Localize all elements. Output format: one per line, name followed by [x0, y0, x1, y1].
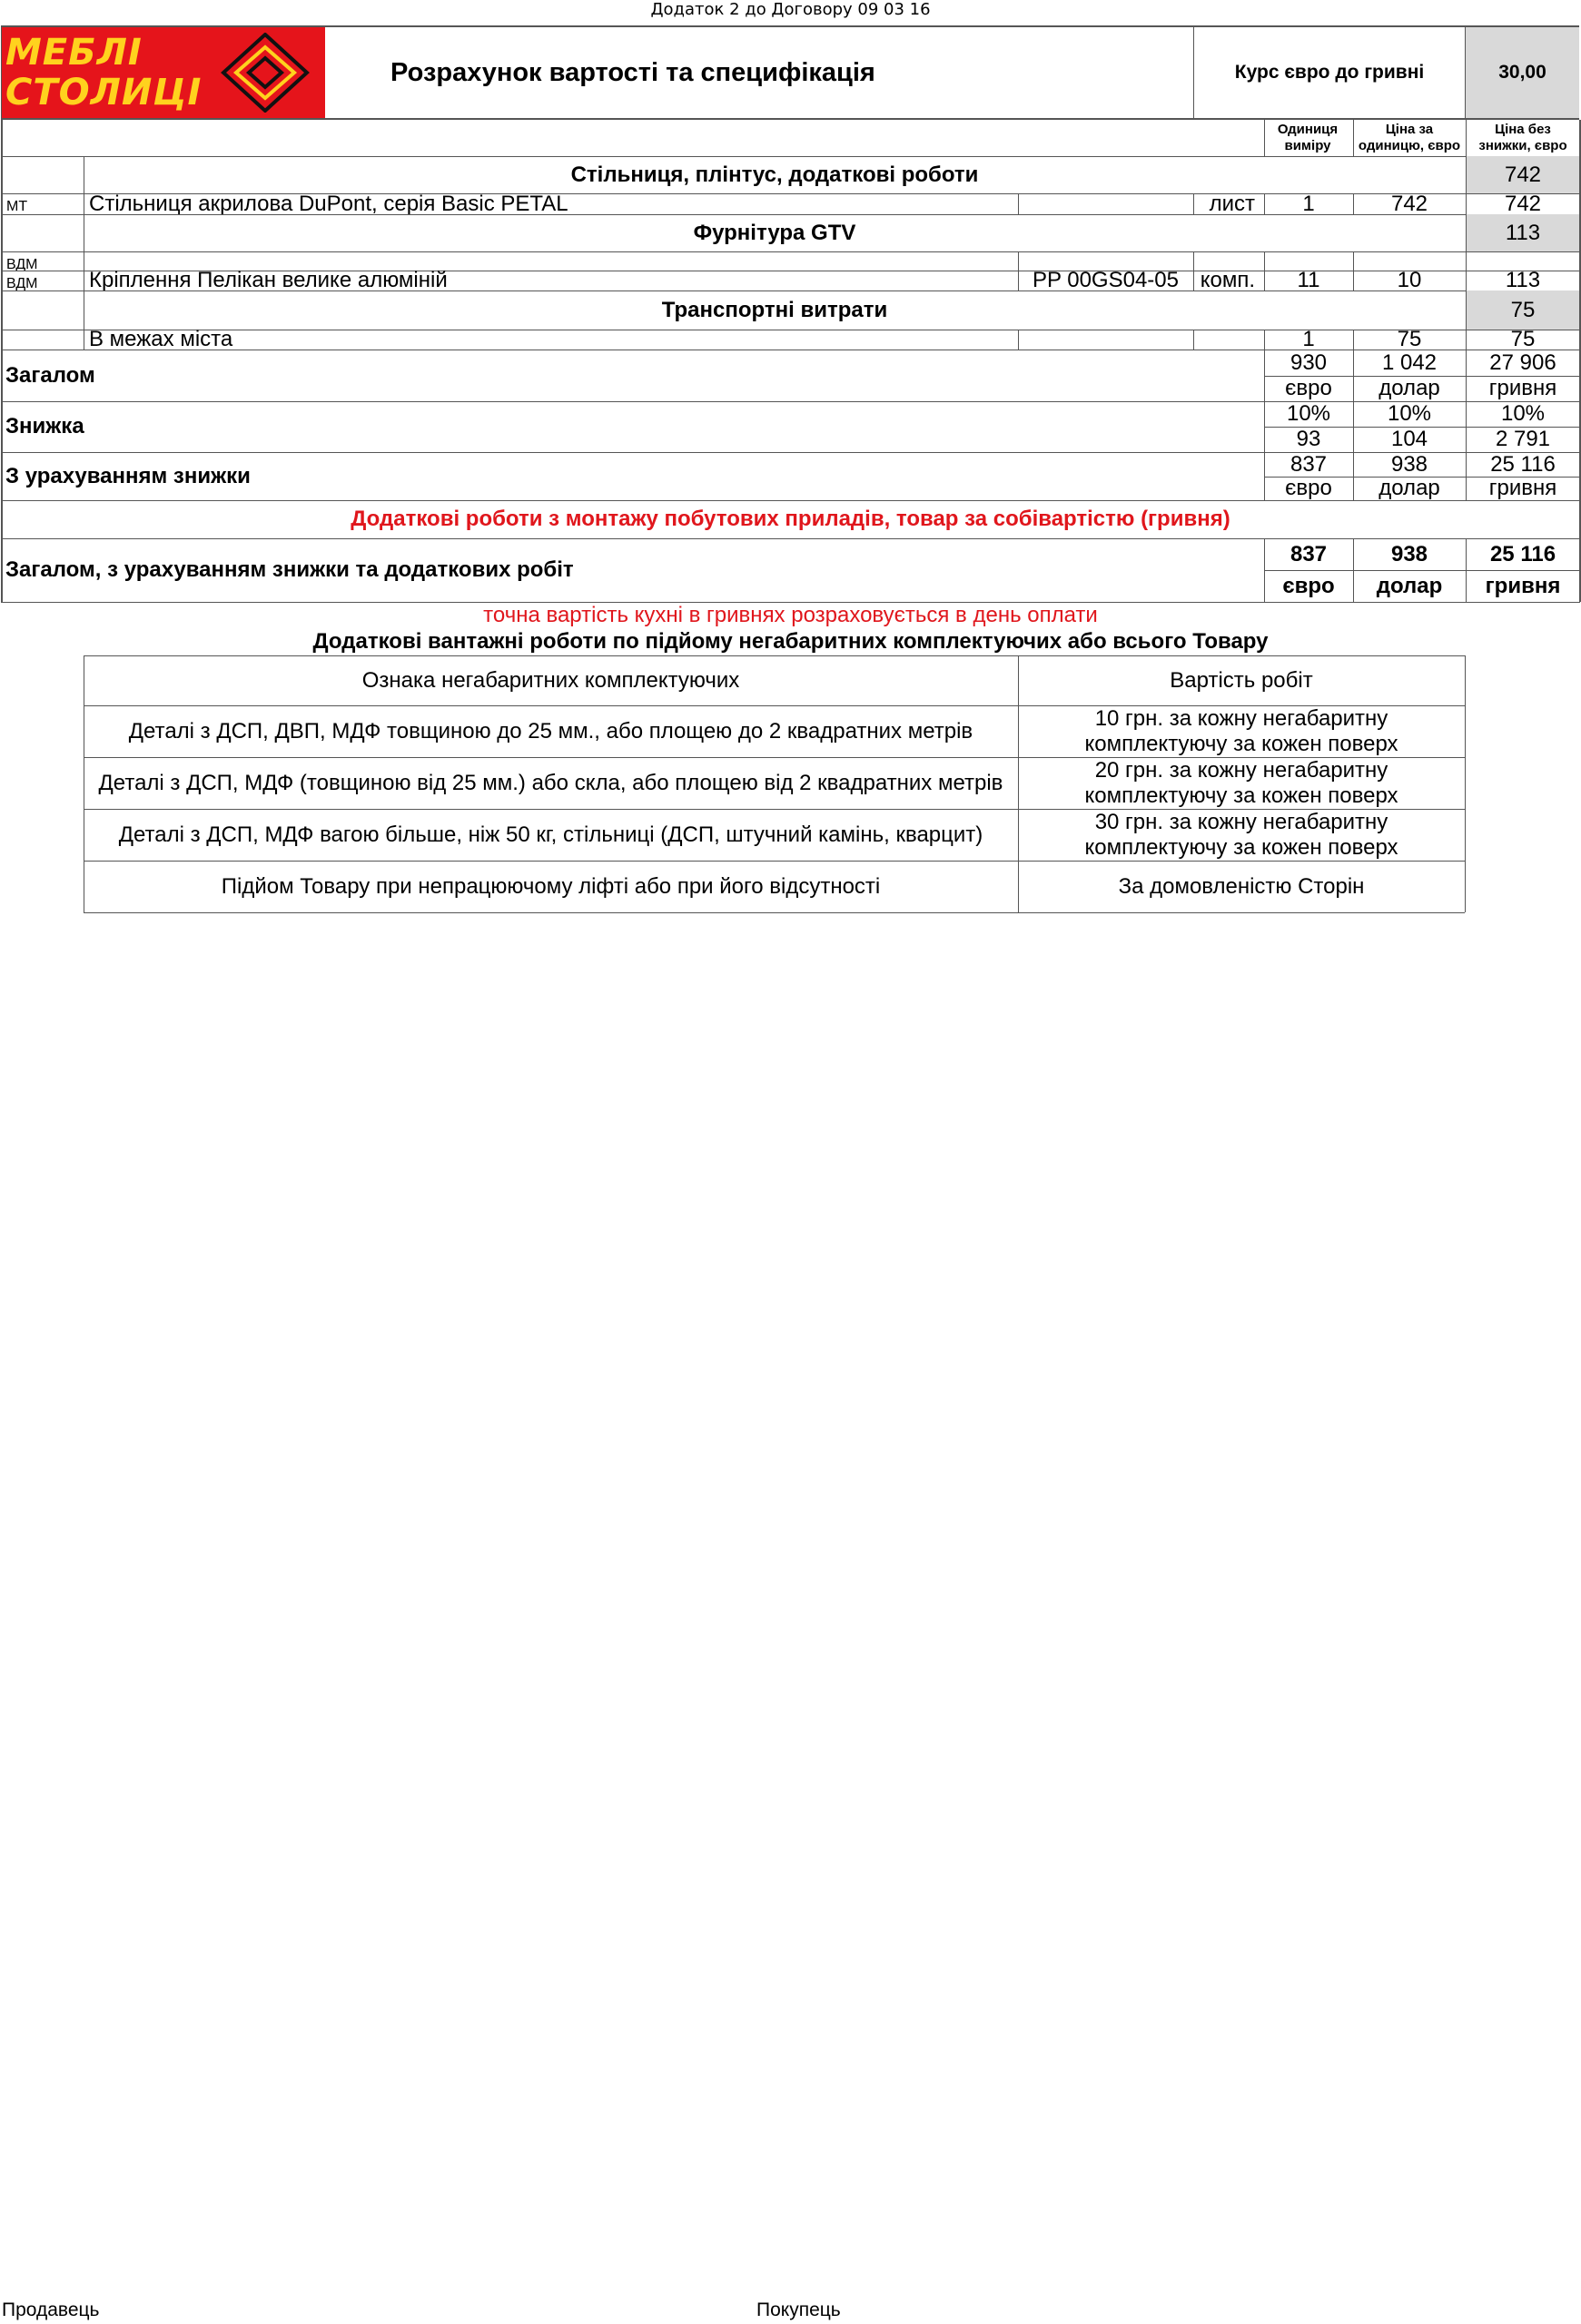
total-sub: євро — [1285, 376, 1332, 400]
oversize-cost — [1018, 861, 1465, 912]
oversize-cost-line: комплектуючу за кожен поверх — [1084, 783, 1398, 808]
grid-line — [1465, 655, 1466, 912]
with-discount-sub: долар — [1378, 477, 1440, 500]
item-qty: 1 — [1302, 330, 1315, 350]
total-sub: долар — [1378, 376, 1440, 400]
total-label: Загалом — [5, 362, 95, 388]
grid-line — [1018, 655, 1019, 912]
oversize-cost-line: 30 грн. за кожну негабаритну — [1094, 809, 1388, 834]
column-header-line: Одиниця — [1277, 122, 1339, 137]
extra-works-label: Додаткові роботи з монтажу побутових приладів, товар за собівартістю (гривня) — [351, 507, 1230, 531]
discount-sub: 2 791 — [1495, 427, 1551, 451]
item-unit: комп. — [1200, 271, 1255, 290]
item-name: В межах міста — [89, 330, 233, 350]
oversize-cost-line: комплектуючу за кожен поверх — [1084, 731, 1398, 756]
with-discount-label: З урахуванням знижки — [5, 463, 251, 488]
section-total: 75 — [1466, 290, 1580, 330]
item-price: 75 — [1510, 330, 1536, 350]
buyer-signature-label: Покупець — [756, 2299, 841, 2320]
discount-sub: 93 — [1296, 427, 1321, 451]
column-header-line: Ціна без — [1495, 122, 1551, 137]
grand-total-value: 938 — [1390, 541, 1428, 566]
section-title: Фурнітура GTV — [693, 220, 856, 245]
oversize-header-feature: Ознака негабаритних комплектуючих — [361, 667, 740, 693]
item-unit-price: 10 — [1397, 271, 1422, 290]
total-value: 27 906 — [1489, 350, 1556, 375]
with-discount-sub: гривня — [1488, 477, 1557, 500]
discount-value: 10% — [1286, 401, 1331, 426]
item-qty: 1 — [1302, 193, 1315, 214]
grand-total-sub: євро — [1282, 573, 1335, 598]
oversize-cost-line: 20 грн. за кожну негабаритну — [1094, 757, 1388, 783]
with-discount-value: 837 — [1290, 452, 1328, 477]
discount-sub: 104 — [1390, 427, 1428, 451]
grand-total-sub: гривня — [1485, 573, 1561, 598]
grid-line — [84, 912, 1465, 913]
appendix-note: Додаток 2 до Договору 09 03 16 — [650, 0, 931, 19]
oversize-cost — [1018, 809, 1465, 861]
oversize-cost-line: комплектуючу за кожен поверх — [1084, 834, 1398, 860]
oversize-feature: Підйом Товару при непрацюючому ліфті або при його відсутності — [221, 873, 881, 899]
item-price: 742 — [1504, 193, 1542, 214]
with-discount-value: 25 116 — [1490, 452, 1556, 477]
oversize-cost-line: 10 грн. за кожну негабаритну — [1094, 705, 1388, 731]
discount-value: 10% — [1500, 401, 1546, 426]
item-article: PP 00GS04-05 — [1032, 271, 1179, 290]
oversize-works-table — [0, 0, 1581, 917]
grand-total-value: 25 116 — [1489, 541, 1556, 566]
with-discount-value: 938 — [1390, 452, 1428, 477]
grand-total-sub: долар — [1376, 573, 1443, 598]
section-title: Транспортні витрати — [661, 297, 888, 322]
exact-cost-note: точна вартість кухні в гривнях розраховується в день оплати — [483, 603, 1098, 627]
item-qty: 11 — [1297, 271, 1320, 290]
logo-line-2: СТОЛИЦІ — [5, 72, 203, 113]
oversize-cost — [1018, 757, 1465, 809]
item-code: МТ — [6, 199, 28, 214]
section-total: 742 — [1466, 156, 1580, 193]
oversize-cost-line: За домовленістю Сторін — [1118, 873, 1365, 899]
oversize-header-cost: Вартість робіт — [1170, 667, 1313, 693]
oversize-works-title: Додаткові вантажні роботи по підйому негабаритних комплектуючих або всього Товару — [312, 629, 1269, 654]
item-unit: лист — [1209, 193, 1255, 214]
oversize-cost — [1018, 705, 1465, 757]
item-unit-price: 742 — [1390, 193, 1428, 214]
item-name: Кріплення Пелікан велике алюміній — [89, 271, 448, 290]
discount-label: Знижка — [5, 414, 84, 438]
item-code: ВДМ — [6, 276, 38, 290]
exchange-rate-value: 30,00 — [1466, 27, 1579, 118]
oversize-feature: Деталі з ДСП, МДФ вагою більше, ніж 50 кг, стільниці (ДСП, штучний камінь, кварцит) — [118, 822, 983, 847]
item-unit-price: 75 — [1397, 330, 1422, 350]
grand-total-label: Загалом, з урахуванням знижки та додаткових робіт — [5, 557, 574, 582]
section-total: 113 — [1466, 214, 1580, 251]
logo-line-1: МЕБЛІ — [5, 32, 143, 74]
column-header-line: виміру — [1284, 138, 1331, 153]
section-title: Стільниця, плінтус, додаткові роботи — [570, 162, 979, 187]
total-value: 930 — [1290, 350, 1328, 375]
column-header-line: Ціна за — [1385, 122, 1434, 137]
total-value: 1 042 — [1381, 350, 1438, 375]
oversize-feature: Деталі з ДСП, МДФ (товщиною від 25 мм.) або скла, або площею від 2 квадратних метрів — [98, 770, 1003, 795]
item-price: 113 — [1505, 271, 1541, 290]
with-discount-sub: євро — [1285, 477, 1332, 500]
discount-value: 10% — [1387, 401, 1432, 426]
column-header-line: знижки, євро — [1478, 138, 1567, 153]
column-header-line: одиницю, євро — [1358, 138, 1461, 153]
total-sub: гривня — [1488, 376, 1557, 400]
exchange-rate-label: Курс євро до гривні — [1234, 62, 1425, 83]
oversize-feature: Деталі з ДСП, ДВП, МДФ товщиною до 25 мм., або площею до 2 квадратних метрів — [128, 718, 973, 743]
page-title: Розрахунок вартості та специфікація — [390, 57, 875, 87]
grand-total-value: 837 — [1290, 541, 1328, 566]
item-code: ВДМ — [6, 257, 38, 271]
item-name: Стільниця акрилова DuPont, серія Basic PETAL — [89, 193, 568, 214]
seller-signature-label: Продавець — [2, 2299, 100, 2320]
